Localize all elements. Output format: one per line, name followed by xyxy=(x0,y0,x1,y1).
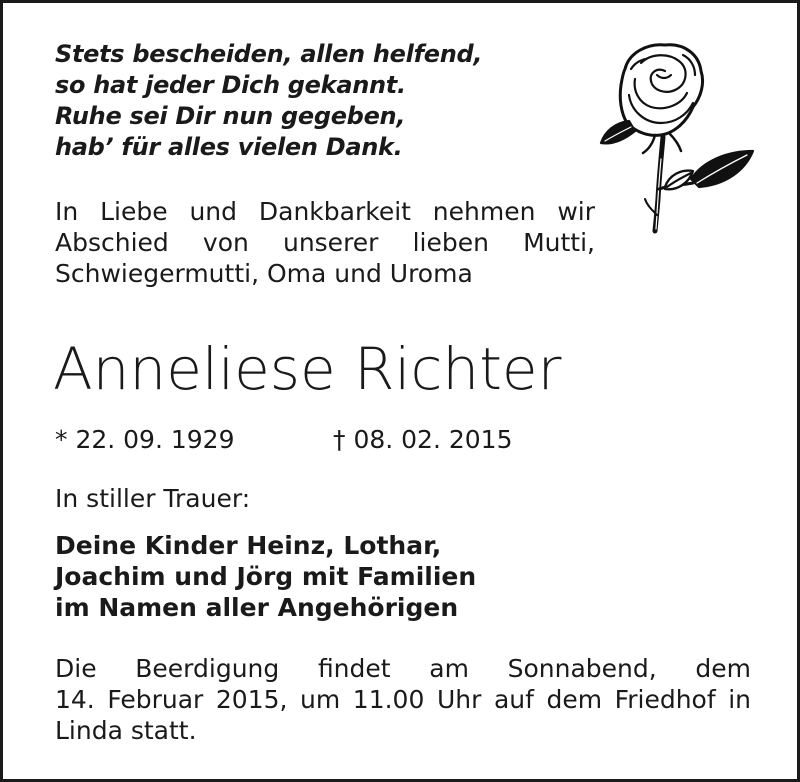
poem-line: Ruhe sei Dir nun gegeben, xyxy=(55,102,406,130)
intro-text xyxy=(55,196,595,289)
mourners-line: Deine Kinder Heinz, Lothar, xyxy=(55,531,442,560)
intro-line: Abschied von unserer lieben Mutti, xyxy=(55,228,595,257)
birth-date: * 22. 09. 1929 xyxy=(55,425,235,454)
deceased-name: Anneliese Richter xyxy=(53,335,562,403)
poem-line: hab’ für alles vielen Dank. xyxy=(55,133,403,161)
poem-line: Stets bescheiden, allen helfend, xyxy=(55,40,483,68)
mourning-label: In stiller Trauer: xyxy=(55,484,251,513)
mourners-list xyxy=(55,530,476,623)
mourners-line: im Namen aller Angehörigen xyxy=(55,593,459,622)
intro-line: In Liebe und Dankbarkeit nehmen wir xyxy=(55,197,595,226)
funeral-line: Linda statt. xyxy=(55,716,197,745)
funeral-line: Die Beerdigung findet am Sonnabend, dem xyxy=(55,654,751,683)
mourners-line: Joachim und Jörg mit Familien xyxy=(55,562,477,591)
rose-icon xyxy=(595,39,757,235)
funeral-line: 14. Februar 2015, um 11.00 Uhr auf dem Friedhof in xyxy=(55,685,751,714)
funeral-notice xyxy=(55,653,751,746)
poem-line: so hat jeder Dich gekannt. xyxy=(55,71,406,99)
death-date: † 08. 02. 2015 xyxy=(333,425,513,454)
poem xyxy=(55,39,482,163)
intro-line: Schwiegermutti, Oma und Uroma xyxy=(55,259,473,288)
